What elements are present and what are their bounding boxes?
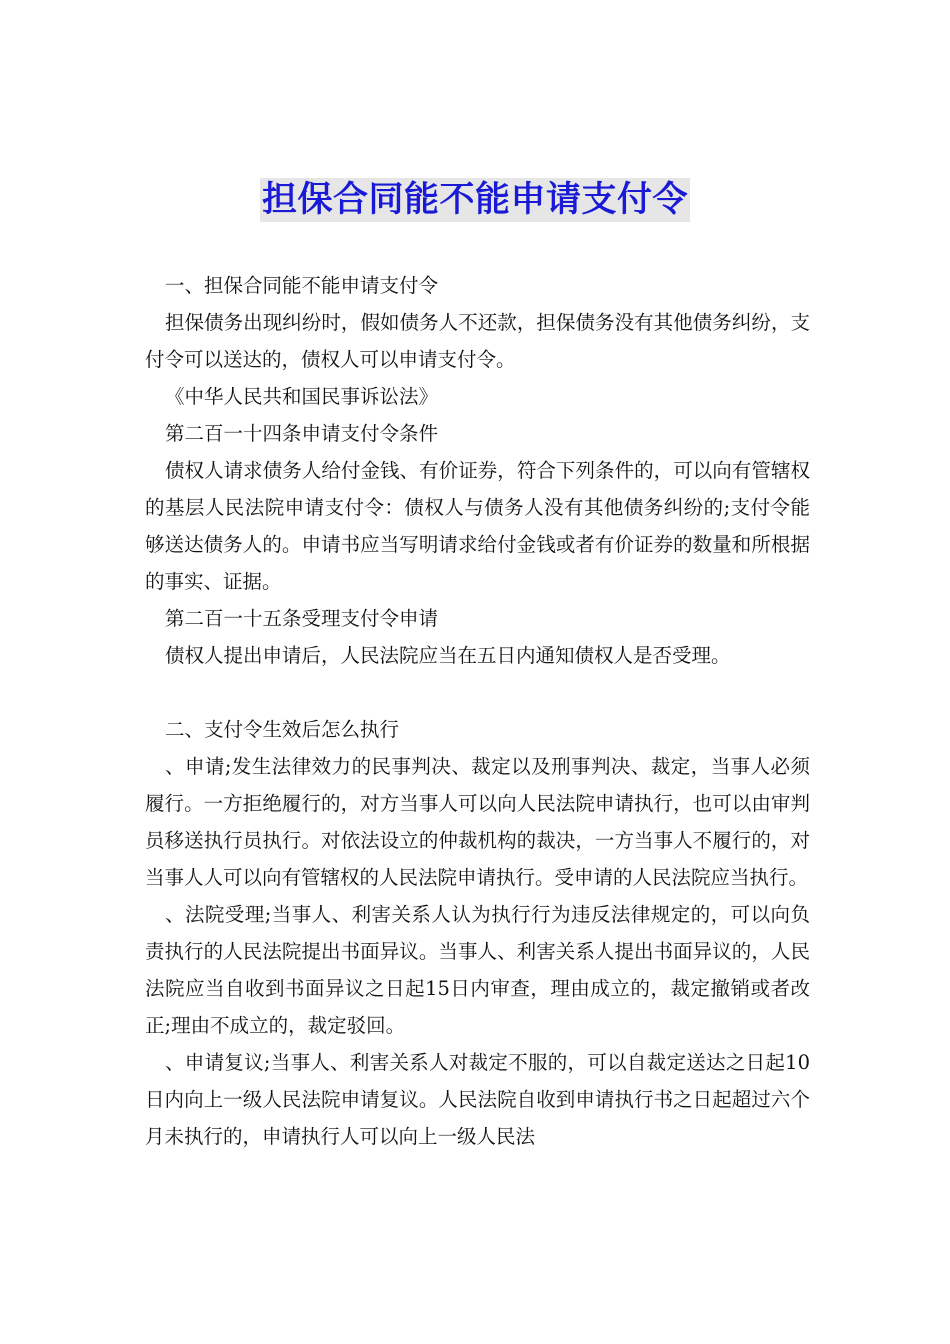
paragraph: 、法院受理;当事人、利害关系人认为执行行为违反法律规定的，可以向负责执行的人民法院提出书面异议。当事人、利害关系人提出书面异议的，人民法院应当自收到书面异议之日起15日内审查，理由成立的，裁定撤销或者改正;理由不成立的，裁定驳回。 bbox=[145, 903, 810, 1037]
paragraph: 、申请;发生法律效力的民事判决、裁定以及刑事判决、裁定，当事人必须履行。一方拒绝履行的，对方当事人可以向人民法院申请执行，也可以由审判员移送执行员执行。对依法设立的仲裁机构的裁决，一方当事人不履行的，对当事人人可以向有管辖权的人民法院申请执行。受申请的人民法院应当执行。 bbox=[145, 755, 810, 889]
section-heading-1: 一、担保合同能不能申请支付令 bbox=[165, 274, 439, 297]
paragraph: 担保债务出现纠纷时，假如债务人不还款，担保债务没有其他债务纠纷，支付令可以送达的，债权人可以申请支付令。 bbox=[145, 311, 810, 371]
paragraph: 债权人请求债务人给付金钱、有价证券，符合下列条件的，可以向有管辖权的基层人民法院申请支付令：债权人与债务人没有其他债务纠纷的;支付令能够送达债务人的。申请书应当写明请求给付金钱或者有价证券的数量和所根据的事实、证据。 bbox=[145, 459, 810, 593]
article-heading: 第二百一十四条申请支付令条件 bbox=[165, 422, 439, 445]
document-title: 担保合同能不能申请支付令 bbox=[261, 180, 688, 220]
document-body bbox=[145, 267, 810, 1155]
blank-line bbox=[145, 674, 810, 711]
article-heading: 第二百一十五条受理支付令申请 bbox=[165, 607, 439, 630]
section-heading-2: 二、支付令生效后怎么执行 bbox=[165, 718, 400, 741]
paragraph: 债权人提出申请后，人民法院应当在五日内通知债权人是否受理。 bbox=[165, 644, 731, 667]
title-wrap bbox=[0, 178, 950, 222]
law-title: 《中华人民共和国民事诉讼法》 bbox=[165, 385, 439, 408]
paragraph: 、申请复议;当事人、利害关系人对裁定不服的，可以自裁定送达之日起10日内向上一级人民法院申请复议。人民法院自收到申请执行书之日起超过六个月未执行的，申请执行人可以向上一级人民法 bbox=[145, 1051, 810, 1148]
